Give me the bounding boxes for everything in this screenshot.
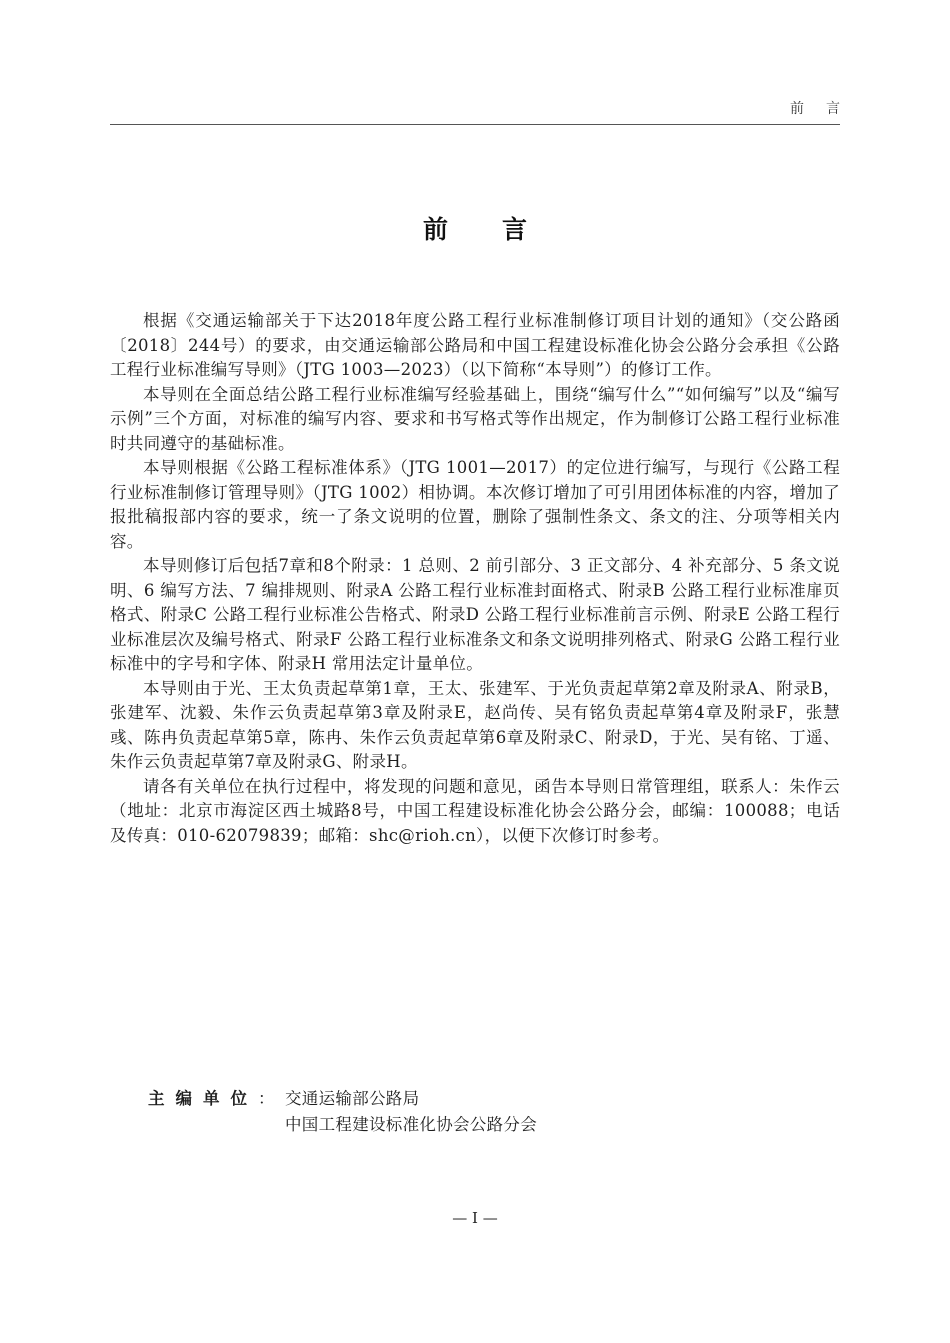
running-header [110,98,862,125]
paragraph-contents: 本导则修订后包括7章和8个附录：1 总则、2 前引部分、3 正文部分、4 补充部分、5 条文说明、6 编写方法、7 编排规则、附录A 公路工程行业标准封面格式、附录B 公路工程行业标准扉页格式、附录C 公路工程行业标准公告格式、附录D 公路工程行业标准前言示例、附录E 公路工程行业标准层次及编号格式、附录F 公路工程行业标准条文和条文说明排列格式、附录G 公路工程行业标准中的字号和字体、附录H 常用法定计量单位。 [110,556,840,673]
editor-row [148,1086,537,1112]
running-header-title: 前言 [790,101,862,117]
editor-label [148,1086,285,1112]
editor-unit: 交通运输部公路局 [285,1089,420,1108]
chief-editor-units [148,1086,537,1138]
paragraph-feedback: 请各有关单位在执行过程中，将发现的问题和意见，函告本导则日常管理组，联系人：朱作云（地址：北京市海淀区西土城路8号，中国工程建设标准化协会公路分会，邮编：100088；电话及传真：010-62079839；邮箱：shc@rioh.cn），以便下次修订时参考。 [110,776,840,845]
editor-label-colon: ： [258,1089,275,1108]
paragraph-scope: 本导则在全面总结公路工程行业标准编写经验基础上，围绕“编写什么”“如何编写”以及“编写示例”三个方面，对标准的编写内容、要求和书写格式等作出规定，作为制修订公路工程行业标准时共同遵守的基础标准。 [110,384,840,453]
editor-label-text: 主编单位 [148,1089,258,1108]
paragraph-revision: 本导则根据《公路工程标准体系》（JTG 1001—2017）的定位进行编写，与现行《公路工程行业标准制修订管理导则》（JTG 1002）相协调。本次修订增加了可引用团体标准的内容，增加了报批稿报部内容的要求，统一了条文说明的位置，删除了强制性条文、条文的注、分项等相关内容。 [110,458,840,551]
page-title: 前言 [422,215,581,244]
editor-unit: 中国工程建设标准化协会公路分会 [285,1115,537,1134]
preface-body [110,309,840,848]
paragraph-authors: 本导则由于光、王太负责起草第1章，王太、张建军、于光负责起草第2章及附录A、附录B，张建军、沈毅、朱作云负责起草第3章及附录E，赵尚传、吴有铭负责起草第4章及附录F，张慧彧、陈冉负责起草第5章，陈冉、朱作云负责起草第6章及附录C、附录D，于光、吴有铭、丁遥、朱作云负责起草第7章及附录G、附录H。 [110,678,840,771]
editor-row [148,1112,537,1138]
paragraph-basis: 根据《交通运输部关于下达2018年度公路工程行业标准制修订项目计划的通知》（交公路函〔2018〕244号）的要求，由交通运输部公路局和中国工程建设标准化协会公路分会承担《公路工程行业标准编写导则》（JTG 1003—2023）（以下简称“本导则”）的修订工作。 [110,311,840,379]
page-number: — I — [452,1209,498,1227]
